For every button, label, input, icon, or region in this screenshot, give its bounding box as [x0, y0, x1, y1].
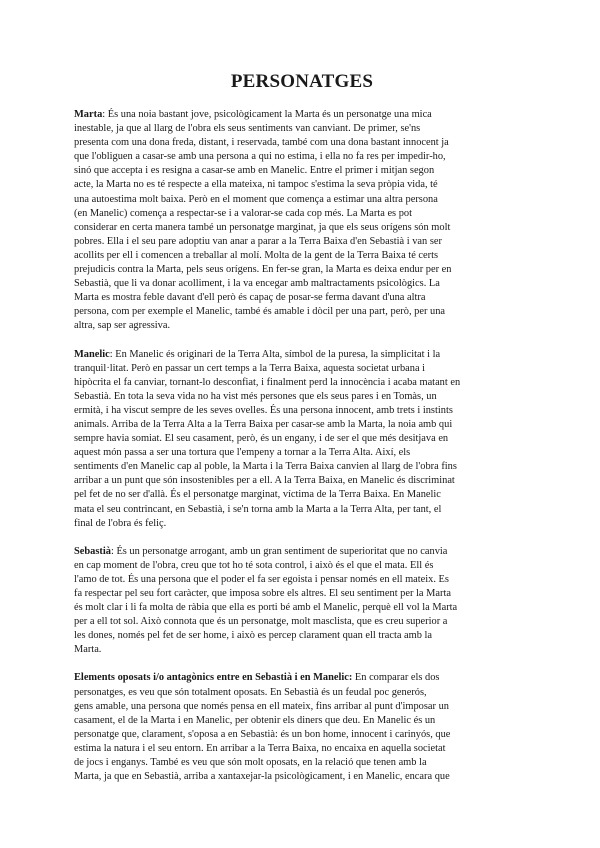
section-heading: Elements oposats i/o antagònics entre en Sebastià i en Manelic: [74, 672, 353, 684]
paragraph-line: Elements oposats i/o antagònics entre en Sebastià i en Manelic: En comparar els dos [74, 672, 440, 684]
paragraph-line: pel fet de no ser d'allà. És el personatge marginat, víctima de la Terra Baixa. En Manelic [74, 489, 441, 501]
paragraph-line: estima la natura i el seu entorn. En arribar a la Terra Baixa, no encaixa en aquella societat [74, 742, 446, 754]
paragraph-line: inestable, ja que al llarg de l'obra els seus sentiments van canviant. De primer, se'ns [74, 123, 421, 135]
paragraph-line: per a ell tot sol. Això connota que és un personatge, molt masclista, que es creu superior a [74, 616, 448, 628]
paragraph-line: en cap moment de l'obra, creu que tot ho té sota control, i això és el que el mata. Ell és [74, 559, 434, 571]
paragraph-line: que l'obliguen a casar-se amb una persona a qui no estima, i ella no fa res per impedir-ho, [74, 151, 446, 163]
section-manelic [74, 348, 530, 531]
section-opposed-elements [74, 671, 530, 784]
paragraph-line: les dones, només pel fet de ser home, i això es percep clarament quan ell tracta amb la [74, 630, 433, 642]
paragraph-line: Manelic: En Manelic és originari de la Terra Alta, símbol de la puresa, la simplicitat i la [74, 348, 441, 360]
paragraph-line: mata el seu contrincant, en Sebastià, i se'n torna amb la Marta a la Terra Alta, per tant, el [74, 503, 442, 515]
paragraph-line: hipòcrita el fa canviar, tornant-lo desconfiat, i finalment perd la innocència i acaba matant en [74, 376, 461, 388]
paragraph-line: Marta, ja que en Sebastià, arriba a xantaxejar-la psicològicament, i en Manelic, encara que [74, 771, 450, 783]
paragraph-line: altra, sap ser agressiva. [74, 320, 171, 332]
paragraph-line: prejudicis contra la Marta, pels seus orígens. En fer-se gran, la Marta es deixa endur per en [74, 264, 452, 276]
paragraph-line: pobres. Ella i el seu pare adoptiu van anar a parar a la Terra Baixa d'en Sebastià i van ser [74, 235, 442, 247]
section-marta [74, 108, 530, 334]
paragraph-line: animals. Arriba de la Terra Alta a la Terra Baixa per casar-se amb la Marta, la noia amb qui [74, 418, 453, 430]
paragraph-line: aquest món passa a ser una tortura que l'empeny a tornar a la Terra Alta. Així, els [74, 447, 411, 459]
paragraph-line: gens amable, una persona que només pensa en ell mateix, fins arribar al punt d'imposar un [74, 700, 449, 712]
paragraph-line: una autoestima molt baixa. Però en el moment que comença a estimar una altra persona [74, 193, 438, 205]
paragraph-line: és molt clar i li fa molta de ràbia que ella es porti bé amb el Manelic, perquè ell vol la Marta [74, 602, 458, 614]
paragraph-line: (en Manelic) comença a respectar-se i a valorar-se cada cop més. La Marta es pot [74, 207, 412, 219]
paragraph-line: final de l'obra és feliç. [74, 517, 167, 529]
paragraph-line: fa respectar pel seu fort caràcter, que imposa sobre els altres. El seu sentiment per la Marta [74, 588, 451, 599]
paragraph-line: Marta: És una noia bastant jove, psicològicament la Marta és un personatge una mica [74, 109, 432, 120]
paragraph-line: persona, com per exemple el Manelic, també és amable i dòcil per una part, però, per una [74, 306, 446, 318]
paragraph-line: l'amo de tot. És una persona que el poder el fa ser egoista i pensar només en ell mateix. Es [74, 573, 449, 585]
paragraph-line: Marta. [74, 644, 102, 656]
section-heading: Manelic [74, 348, 110, 360]
section-heading: Sebastià [74, 545, 111, 557]
paragraph-line: Sebastià. En tota la seva vida no ha vist més persones que els seus pares i en Tomàs, un [74, 390, 437, 402]
paragraph-line: Marta es mostra feble davant d'ell però és capaç de posar-se ferma davant d'una altra [74, 292, 426, 304]
paragraph-line: Sebastià, que li va donar acolliment, i la va encegar amb maltractaments psicològics. La [74, 278, 440, 290]
paragraph-line: sinó que accepta i es resigna a casar-se amb en Manelic. Entre el primer i mitjan segon [74, 165, 435, 177]
paragraph-line: sentiments d'en Manelic cap al poble, la Marta i la Terra Baixa canvien al llarg de l'obra fins [74, 461, 457, 473]
paragraph-line: de jocs i enganys. També es veu que són molt oposats, en la relació que tenen amb la [74, 757, 427, 769]
paragraph-line: casament, el de la Marta i en Manelic, per obtenir els diners que deu. En Manelic és un [74, 714, 436, 726]
paragraph-line: acollits per ell i comencen a treballar al molí. Molta de la gent de la Terra Baixa té certs [74, 249, 439, 261]
paragraph-line: acte, la Marta no es té respecte a ella mateixa, ni tampoc s'estima la seva pròpia vida, té [74, 179, 438, 191]
document-page [74, 70, 530, 798]
paragraph-line: arribar a un punt que són insostenibles per a ell. A la Terra Baixa, en Manelic és discriminat [74, 475, 455, 487]
paragraph-line: ermità, i ha viscut sempre de les seves ovelles. És una persona innocent, amb trets i instints [74, 404, 453, 416]
paragraph-line: personatge que, clarament, s'oposa a en Sebastià: és un bon home, innocent i carinyós, que [74, 728, 451, 740]
paragraph-line: presenta com una dona freda, distant, i reservada, també com una dona bastant innocent ja [74, 137, 449, 149]
section-sebastia [74, 545, 530, 658]
paragraph-line: tranquil·litat. Però en passar un cert temps a la Terra Baixa, aquesta societat urbana i [74, 362, 426, 374]
paragraph-line: sempre havia somiat. El seu casament, però, és un engany, i de ser el que més desitjava en [74, 433, 449, 445]
paragraph-line: Sebastià: És un personatge arrogant, amb un gran sentiment de superioritat que no canvia [74, 545, 448, 557]
page-title: PERSONATGES [230, 71, 374, 92]
section-heading: Marta [74, 109, 103, 120]
paragraph-line: personatges, es veu que són totalment oposats. En Sebastià és un feudal poc generós, [74, 686, 427, 698]
paragraph-line: considerar en certa manera també un personatge marginat, ja que els seus orígens són molt [74, 221, 451, 233]
